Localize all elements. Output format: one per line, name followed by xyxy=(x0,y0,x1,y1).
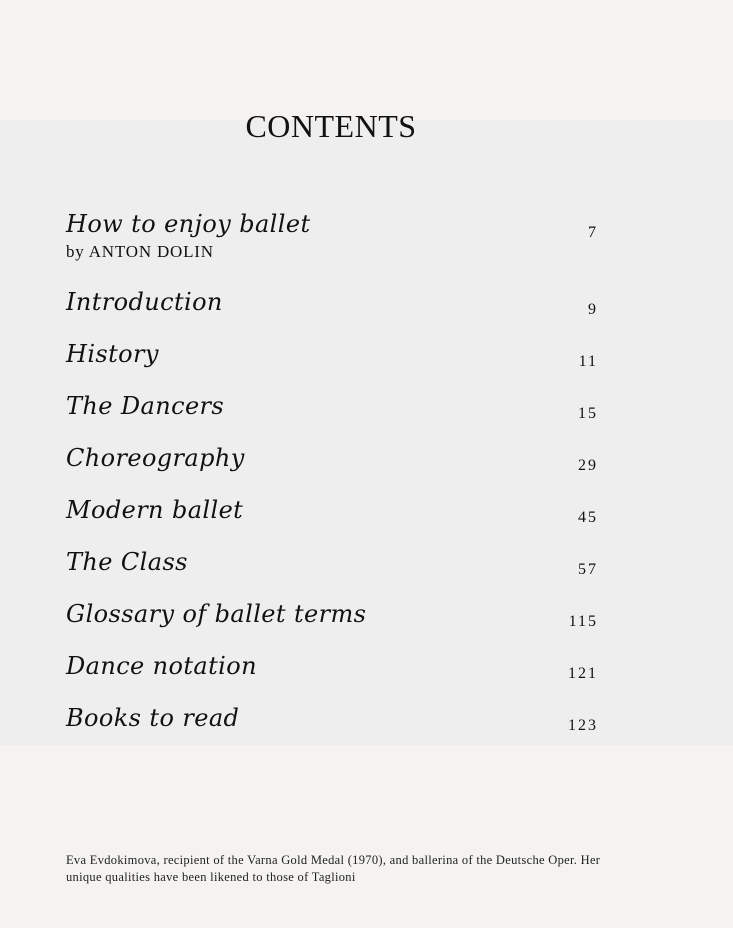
toc-entry-page: 29 xyxy=(578,457,598,474)
toc-entry-page: 123 xyxy=(568,717,598,734)
toc-entry-how-to-enjoy-ballet xyxy=(66,210,598,262)
toc-entry-page: 57 xyxy=(578,561,598,578)
toc-entry-byline: by ANTON DOLIN xyxy=(66,242,214,261)
photo-caption: Eva Evdokimova, recipient of the Varna Gold Medal (1970), and ballerina of the Deutsche Oper. Her unique qualities have been likened to those of Taglioni xyxy=(66,853,601,884)
toc-entry-title: Books to read xyxy=(66,704,240,732)
toc-entry-page: 15 xyxy=(578,405,598,422)
toc-entry-modern-ballet xyxy=(66,496,598,524)
toc-entry-title: How to enjoy ballet xyxy=(66,210,311,238)
toc-entry-title: Dance notation xyxy=(66,652,257,680)
toc-entry-title: Introduction xyxy=(66,288,223,316)
toc-entry-title: The Class xyxy=(66,548,188,576)
toc-entry-page: 121 xyxy=(568,665,598,682)
toc-entry-title: The Dancers xyxy=(66,392,225,420)
toc-entry-page: 11 xyxy=(578,353,598,370)
toc-entry-history xyxy=(66,340,598,368)
toc-entry-title: Modern ballet xyxy=(66,496,244,524)
toc-entry-title: Choreography xyxy=(66,444,245,472)
toc-entry-page: 7 xyxy=(588,224,598,241)
toc-entry-page: 115 xyxy=(568,613,598,630)
toc-entry-glossary xyxy=(66,600,598,628)
page-title: CONTENTS xyxy=(245,108,417,144)
toc-entry-page: 45 xyxy=(578,509,598,526)
toc-entry-title: Glossary of ballet terms xyxy=(66,600,367,628)
toc-entry-books-to-read xyxy=(66,704,598,732)
toc-entry-title: History xyxy=(66,340,159,368)
toc-entry-the-class xyxy=(66,548,598,576)
toc-entry-choreography xyxy=(66,444,598,472)
toc-entry-introduction xyxy=(66,288,598,316)
toc-entry-dance-notation xyxy=(66,652,598,680)
toc-entry-the-dancers xyxy=(66,392,598,420)
toc-entry-page: 9 xyxy=(588,301,598,318)
